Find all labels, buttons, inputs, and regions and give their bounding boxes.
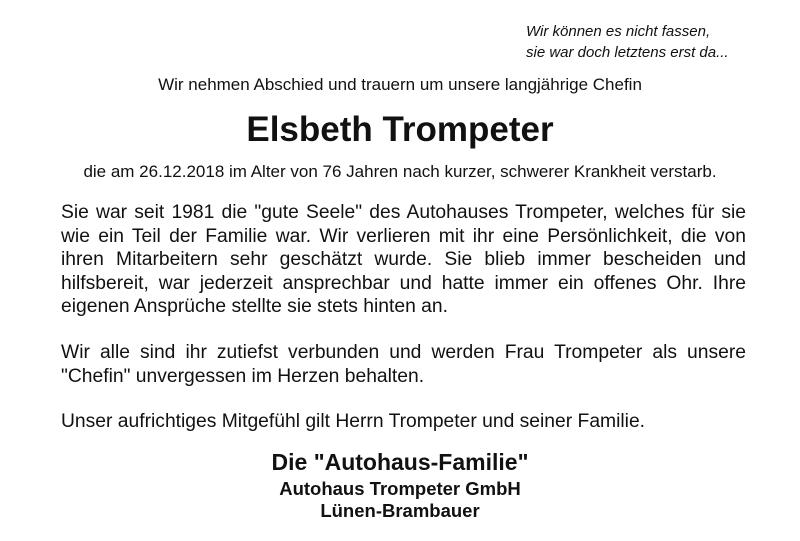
intro-text: Wir nehmen Abschied und trauern um unsere langjährige Chefin <box>158 75 642 94</box>
condolence-paragraph: Unser aufrichtiges Mitgefühl gilt Herrn Trompeter und seiner Familie. <box>61 411 646 432</box>
motto-line-2: sie war doch letztens erst da... <box>526 44 729 61</box>
tribute-paragraph-1: Sie war seit 1981 die "gute Seele" des Autohauses Trompeter, welches für sie wie ein Teil der Familie war. Wir verlieren mit ihr eine Persönlichkeit, die von ihren Mitarbeitern sehr geschätzt wurde. Sie blieb immer bescheiden und hilfsbereit, war jederzeit ansprechbar und hatte immer ein offenes Ohr. Ihre eigenen Ansprüche stellte sie stets hinten an. <box>61 202 746 317</box>
deceased-name: Elsbeth Trompeter <box>246 110 554 149</box>
signature-location: Lünen-Brambauer <box>320 500 480 521</box>
death-notice-line: die am 26.12.2018 im Alter von 76 Jahren nach kurzer, schwerer Krankheit verstarb. <box>83 162 717 181</box>
tribute-paragraph-2: Wir alle sind ihr zutiefst verbunden und werden Frau Trompeter als unsere "Chefin" unvergessen im Herzen behalten. <box>61 342 746 387</box>
signature-company: Autohaus Trompeter GmbH <box>279 478 521 499</box>
motto-line-1: Wir können es nicht fassen, <box>526 23 711 40</box>
signature-family: Die "Autohaus-Familie" <box>271 449 529 475</box>
motto-quote <box>526 21 786 63</box>
